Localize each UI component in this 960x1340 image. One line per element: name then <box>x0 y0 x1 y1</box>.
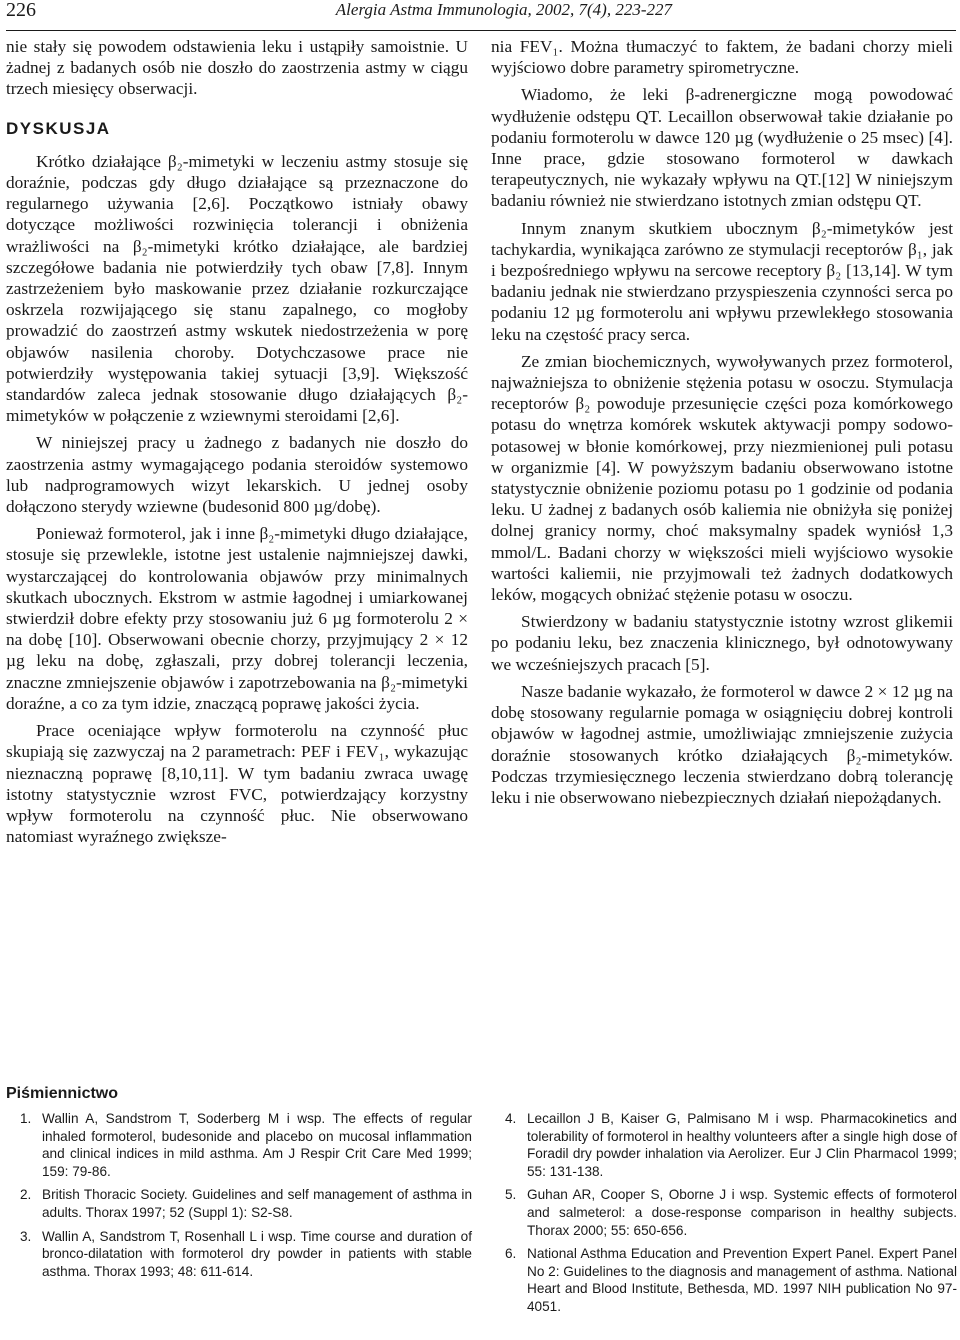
journal-citation: Alergia Astma Immunologia, 2002, 7(4), 223-227 <box>335 0 672 19</box>
paragraph: Ze zmian biochemicznych, wywoływanych przez formoterol, najważniejsza to obniżenie stężenia potasu w osoczu. Stymulacja receptorów β₂ powoduje przesunięcie części poza komórkowego potasu do wnętrza komórek wskutek aktywacji pompy sodowo-potasowej w błonie komórkowej, przy niezmienionej puli potasu w organizmie [4]. W powyższym badaniu obserwowano istotne statystycznie obniżenie poziomu potasu po 1 godzinie od podania leku. U żadnej z badanych osób kaliemia nie obniżyła się poniżej dolnej granicy normy, choć maksymalny spadek wyniósł 1,3 mmol/L. Badani chorzy w większości mieli wyjściowo wysokie wartości kaliemii, nie przyjmowali też żadnych dodatkowych leków, mogących obniżać stężenie potasu w osoczu. <box>491 351 953 605</box>
references-right <box>505 1110 957 1322</box>
section-heading-discussion: DYSKUSJA <box>6 118 111 138</box>
page-header <box>6 0 956 31</box>
reference-text: British Thoracic Society. Guidelines and self management of asthma in adults. Thorax 1997; 52 (Suppl 1): S2-S8. <box>42 1187 472 1220</box>
references-left <box>20 1110 472 1286</box>
paragraph: nia FEV₁. Można tłumaczyć to faktem, że badani chorzy mieli wyjściowo dobre parametry spirometryczne. <box>491 37 953 78</box>
reference-item <box>20 1110 472 1180</box>
reference-number: 5. <box>505 1187 517 1203</box>
paragraph: nie stały się powodem odstawienia leku i ustąpiły samoistnie. U żadnej z badanych osób nie doszło do zaostrzenia astmy w ciągu trzech miesięcy obserwacji. <box>6 37 468 99</box>
reference-number: 2. <box>20 1187 32 1203</box>
page-number: 226 <box>6 0 36 21</box>
paragraph: Krótko działające β₂-mimetyki w leczeniu astmy stosuje się doraźnie, podczas gdy długo działające są przeznaczone do regularnego używania [2,6]. Początkowo istniały obawy dotyczące możliwości rozwinięcia tolerancji i obniżenia wrażliwości na β₂-mimetyki krótko działające, ale bardziej szczegółowe badania nie potwierdziły tych obaw [7,8]. Innym zastrzeżeniem było maskowanie przez działanie rozkurczające oskrzela rozwijającego się stanu zapalnego, co mogłoby prowadzić do zaostrzeń astmy wskutek niedostrzeżenia w porę objawów nasilenia choroby. Dotychczasowe prace nie potwierdziły występowania takiej sytuacji [3,9]. Większość standardów zaleca jednak stosowanie długo działających β₂-mimetyków w połączenie z wziewnymi steroidami [2,6]. <box>6 151 468 426</box>
reference-item <box>20 1186 472 1221</box>
reference-item <box>505 1186 957 1239</box>
reference-text: Wallin A, Sandstrom T, Rosenhall L i wsp. Time course and duration of bronco-dilatation with formoterol dry powder in patients with stable asthma. Thorax 1993; 48: 611-614. <box>42 1228 472 1279</box>
reference-text: Wallin A, Sandstrom T, Soderberg M i wsp. The effects of regular inhaled formoterol, budesonide and placebo on mucosal inflammation and clinical indices in mild asthma. Am J Respir Crit Care Med 1999; 159: 79-86. <box>42 1111 472 1179</box>
paragraph: Nasze badanie wykazało, że formoterol w dawce 2 × 12 µg na dobę stosowany regularnie pomaga w osiągnięciu dobrej kontroli objawów w łagodnej astmie, umożliwiając zmniejszenie zużycia doraźnie stosowanych krótko działających β₂-mimetyków. Podczas trzymiesięcznego leczenia stwierdzano dobrą tolerancję leku i nie obserwowano niebezpiecznych działań niepożądanych. <box>491 681 953 807</box>
references-heading: Piśmiennictwo <box>6 1085 119 1102</box>
paragraph: Innym znanym skutkiem ubocznym β₂-mimetyków jest tachykardia, wynikająca zarówno ze stymulacji receptorów β₁, jak i bezpośredniego wpływu na sercowe receptory β₂ [13,14]. W tym badaniu jednak nie stwierdzano przyspieszenia czynności serca po podaniu 12 µg formoterolu ani wpływu przewlekłego stosowania leku na częstość pracy serca. <box>491 218 953 344</box>
reference-item <box>505 1245 957 1315</box>
right-column <box>491 36 953 814</box>
left-column <box>6 36 468 853</box>
reference-number: 1. <box>20 1111 32 1126</box>
reference-number: 3. <box>20 1228 32 1244</box>
reference-number: 4. <box>505 1111 517 1126</box>
reference-item <box>505 1110 957 1180</box>
reference-item <box>20 1228 472 1281</box>
paragraph: W niniejszej pracy u żadnego z badanych nie doszło do zaostrzenia astmy wymagającego podania steroidów systemowo lub nadprogramowych wizyt lekarskich. U jednej osoby dołączono sterydy wziewne (budesonid 800 µg/dobę). <box>6 433 468 517</box>
reference-text: National Asthma Education and Prevention Expert Panel. Expert Panel No 2: Guidelines to the diagnosis and management of asthma. National Heart and Blood Institute, Bethesda, MD. 1997 NIH publication No 97-4051. <box>527 1246 957 1314</box>
paragraph: Wiadomo, że leki β-adrenergiczne mogą powodować wydłużenie odstępu QT. Lecaillon obserwował takie działanie po podaniu formoterolu w dawce 120 µg (wydłużenie o 25 msec) [4]. Inne prace, gdzie stosowano formoterol w dawkach terapeutycznych, nie wykazały wpływu na QT.[12] W niniejszym badaniu również nie stwierdzano istotnych zmian odstępu QT. <box>491 85 953 211</box>
paragraph: Stwierdzony w badaniu statystycznie istotny wzrost glikemii po podaniu leku, bez znaczenia klinicznego, był odnotowywany we wcześniejszych pracach [5]. <box>491 612 953 674</box>
reference-number: 6. <box>505 1246 517 1262</box>
reference-text: Lecaillon J B, Kaiser G, Palmisano M i wsp. Pharmacokinetics and tolerability of formoterol in healthy volunteers after a single high dose of Foradil dry powder inhalation via Aerolizer. Eur J Clin Pharmacol 1999; 55: 131-138. <box>527 1111 957 1179</box>
paragraph: Prace oceniające wpływ formoterolu na czynność płuc skupiają się zazwyczaj na 2 parametrach: PEF i FEV₁, wykazując nieznaczną poprawę [8,10,11]. W tym badaniu zwraca uwagę istotny statystycznie wzrost FVC, potwierdzający korzystny wpływ formoterolu na czynność płuc. Nie obserwowano natomiast wyraźnego zwiększe- <box>6 721 468 847</box>
reference-text: Guhan AR, Cooper S, Oborne J i wsp. Systemic effects of formoterol and salmeterol: a dose-response comparison in healthy subjects. Thorax 2000; 55: 650-656. <box>527 1187 957 1238</box>
paragraph: Ponieważ formoterol, jak i inne β₂-mimetyki długo działające, stosuje się przewlekle, istotne jest ustalenie najmniejszej dawki, wystarczającej do kontrolowania objawów przy minimalnych skutkach ubocznych. Ekstrom w astmie łagodnej i umiarkowanej stwierdził dobre efekty przy stosowaniu już 6 µg formoterolu 2 × na dobę [10]. Obserwowani obecnie chorzy, przyjmujący 2 × 12 µg leku na dobę, zgłaszali, przy dobrej tolerancji leczenia, znaczne zmniejszenie objawów i zapotrzebowania na β₂-mimetyki doraźne, a co za tym idzie, znaczącą poprawę jakości życia. <box>6 524 468 713</box>
